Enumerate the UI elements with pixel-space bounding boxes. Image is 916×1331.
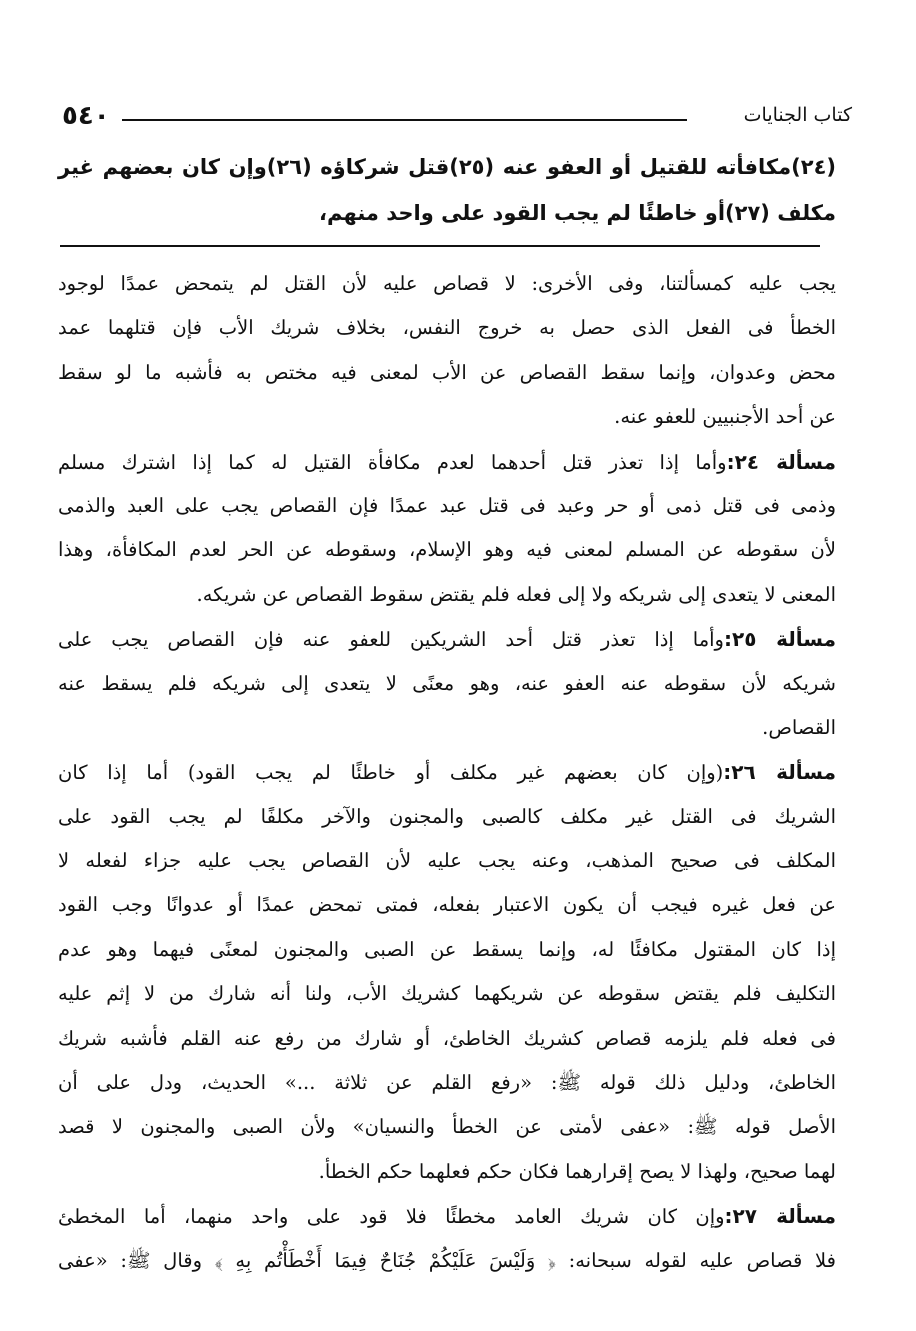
matn-text — [58, 144, 836, 236]
text-line: الأصل قوله ﷺ: «عفى لأمتى عن الخطأ والنسيان» ولأن الصبى والمجنون لا قصد — [58, 1115, 836, 1139]
masala-25-first-line — [58, 617, 836, 661]
text-line: التكليف فلم يقتض سقوطه عن شريكهما كشريك الأب، ولنا أنه شارك من لا إثم عليه — [58, 982, 836, 1006]
text-line: المعنى لا يتعدى إلى شريكه ولا إلى فعله فلم يقتض سقوط القصاص عن شريكه. — [196, 582, 836, 606]
text-line: فى فعله فلم يلزمه قصاص كشريك الخاطئ، أو شارك من رفع عنه القلم فأشبه شريك — [58, 1026, 836, 1050]
text-line: وذمى فى قتل ذمى أو حر وعبد فى قتل عبد عمدًا فإن القصاص يجب على العبد والذمى — [58, 493, 836, 517]
masala-text: وإن كان شريك العامد مخطئًا فلا قود على واحد منهما، أما المخطئ — [58, 1205, 725, 1229]
text-line: إذا كان المقتول مكافئًا له، وإنما يسقط عن الصبى والمجنون لمعنًى فيهما وهو عدم — [58, 937, 836, 961]
masala-text: وأما إذا تعذر قتل أحدهما لعدم مكافأة القتيل له كما إذا اشترك مسلم — [58, 450, 727, 474]
text-line: شريكه لأن سقوطه عنه العفو عنه، وهو معنًى لا يتعدى إلى شريكه فلم يسقط عنه — [58, 671, 836, 695]
text-line: محض وعدوان، وإنما سقط القصاص عن الأب لمعنى فيه مختص به فأشبه ما لو سقط — [58, 360, 836, 384]
masala-label: مسألة ٢٤: — [726, 449, 836, 474]
header-rule — [122, 119, 687, 121]
text-line: فلا قصاص عليه لقوله سبحانه: ﴿ وَلَيْسَ عَلَيْكُمْ جُنَاحٌ فِيمَا أَخْطَأْتُم بِهِ ﴾ وقال ﷺ: «عفى — [58, 1248, 836, 1272]
masala-27-first-line — [58, 1194, 836, 1238]
text-line: الخطأ فى الفعل الذى حصل به خروج النفس، بخلاف شريك الأب فإن قتلهما عمد — [58, 316, 836, 340]
commentary-text — [58, 262, 836, 1283]
masala-label: مسألة ٢٧: — [724, 1204, 836, 1229]
book-title: كتاب الجنايات — [743, 104, 852, 126]
text-line: المكلف فى صحيح المذهب، وعنه يجب عليه لأن القصاص يجب عليه جزاء لفعله لا — [58, 849, 836, 873]
masala-text: وأما إذا تعذر قتل أحد الشريكين للعفو عنه فإن القصاص يجب على — [58, 628, 724, 652]
text-line: الشريك فى القتل غير مكلف كالصبى والمجنون والآخر مكلفًا لم يجب القود على — [58, 804, 836, 828]
text-line: لهما صحيح، ولهذا لا يصح إقرارهما فكان حكم فعلهما حكم الخطأ. — [318, 1159, 836, 1183]
text-line: عن فعل غيره فيجب أن يكون الاعتبار بفعله، فمتى تمحض عمدًا أو عدوانًا وجب القود — [58, 893, 836, 917]
matn-separator — [60, 245, 820, 247]
masala-label: مسألة ٢٦: — [723, 760, 836, 785]
masala-26-first-line — [58, 750, 836, 794]
text-line: القصاص. — [762, 715, 836, 739]
text-line: عن أحد الأجنبيين للعفو عنه. — [614, 405, 836, 429]
masala-24-first-line — [58, 440, 836, 484]
masala-label: مسألة ٢٥: — [723, 627, 836, 652]
matn-line: مكلف (٢٧)أو خاطئًا لم يجب القود على واحد منهم، — [319, 201, 836, 225]
matn-line: (٢٤)مكافأته للقتيل أو العفو عنه (٢٥)قتل شركاؤه (٢٦)وإن كان بعضهم غير — [58, 155, 836, 179]
text-line: لأن سقوطه عن المسلم لمعنى فيه وهو الإسلام، وسقوطه عن الحر لعدم المكافأة، وهذا — [58, 538, 836, 562]
text-line: يجب عليه كمسألتنا، وفى الأخرى: لا قصاص عليه لأن القتل لم يتمحض عمدًا لوجود — [58, 272, 836, 295]
text-line: الخاطئ، ودليل ذلك قوله ﷺ: «رفع القلم عن ثلاثة ...» الحديث، ودل على أن — [58, 1071, 836, 1095]
running-header — [62, 100, 852, 132]
page-number: ٥٤٠ — [62, 101, 110, 131]
masala-text: (وإن كان بعضهم غير مكلف أو خاطئًا لم يجب القود) أما إذا كان — [58, 761, 724, 785]
